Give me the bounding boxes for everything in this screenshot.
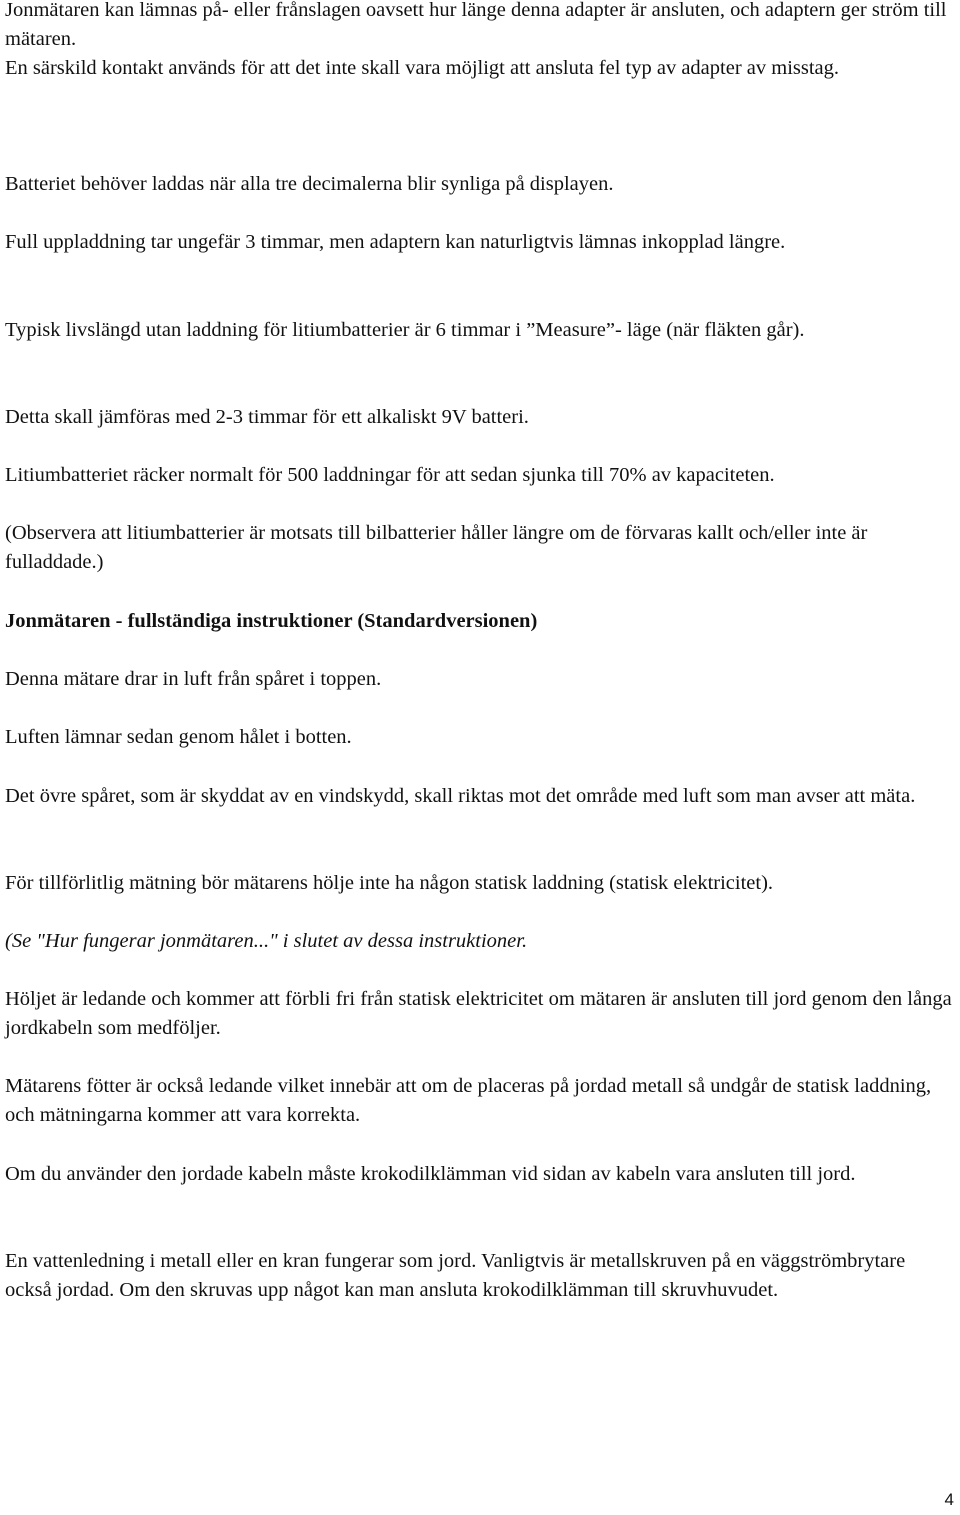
paragraph-grounded-cable: Om du använder den jordade kabeln måste krokodilklämman vid sidan av kabeln vara ansluten till jord. — [5, 1163, 856, 1185]
paragraph-charge-cycles: Litiumbatteriet räcker normalt för 500 laddningar för att sedan sjunka till 70% av kapaciteten. — [5, 464, 775, 486]
page-number: 4 — [944, 1490, 954, 1509]
paragraph-see-reference: (Se "Hur fungerar jonmätaren..." i slutet av dessa instruktioner. — [5, 930, 528, 952]
paragraph-battery-charge: Batteriet behöver laddas när alla tre decimalerna blir synliga på displayen. — [5, 173, 614, 195]
paragraph-special-connector: En särskild kontakt används för att det inte skall vara möjligt att ansluta fel typ av adapter av misstag. — [5, 57, 840, 79]
paragraph-alkaline-compare: Detta skall jämföras med 2-3 timmar för ett alkaliskt 9V batteri. — [5, 406, 529, 428]
paragraph-adapter-power: Jonmätaren kan lämnas på- eller frånslagen oavsett hur länge denna adapter är ansluten, och adaptern ger ström till mätaren. — [5, 0, 947, 50]
paragraph-storage-note: (Observera att litiumbatterier är motsats till bilbatterier håller längre om de förvaras kallt och/eller inte är fulladdade.) — [5, 522, 868, 573]
paragraph-conductive-case: Höljet är ledande och kommer att förbli fri från statisk elektricitet om mätaren är ansluten till jord genom den långa jordkabeln som medföljer. — [5, 988, 952, 1039]
paragraph-conductive-feet: Mätarens fötter är också ledande vilket innebär att om de placeras på jordad metall så undgår de statisk laddning, och mätningarna kommer att vara korrekta. — [5, 1075, 932, 1126]
paragraph-air-exit: Luften lämnar sedan genom hålet i botten. — [5, 726, 352, 748]
paragraph-static-charge: För tillförlitlig mätning bör mätarens hölje inte ha någon statisk laddning (statisk elektricitet). — [5, 872, 774, 894]
paragraph-upper-slot: Det övre spåret, som är skyddat av en vindskydd, skall riktas mot det område med luft som man avser att mäta. — [5, 785, 916, 807]
paragraph-air-intake: Denna mätare drar in luft från spåret i toppen. — [5, 668, 382, 690]
paragraph-battery-life: Typisk livslängd utan laddning för litiumbatterier är 6 timmar i ”Measure”- läge (när fläkten går). — [5, 319, 805, 341]
paragraph-full-charge: Full uppladdning tar ungefär 3 timmar, men adaptern kan naturligtvis lämnas inkopplad längre. — [5, 231, 786, 253]
paragraph-water-pipe-ground: En vattenledning i metall eller en kran fungerar som jord. Vanligtvis är metallskruven på en väggströmbrytare också jordad. Om den skruvas upp något kan man ansluta krokodilklämman till skruvhuvudet. — [5, 1250, 906, 1301]
section-heading: Jonmätaren - fullständiga instruktioner (Standardversionen) — [5, 610, 538, 632]
